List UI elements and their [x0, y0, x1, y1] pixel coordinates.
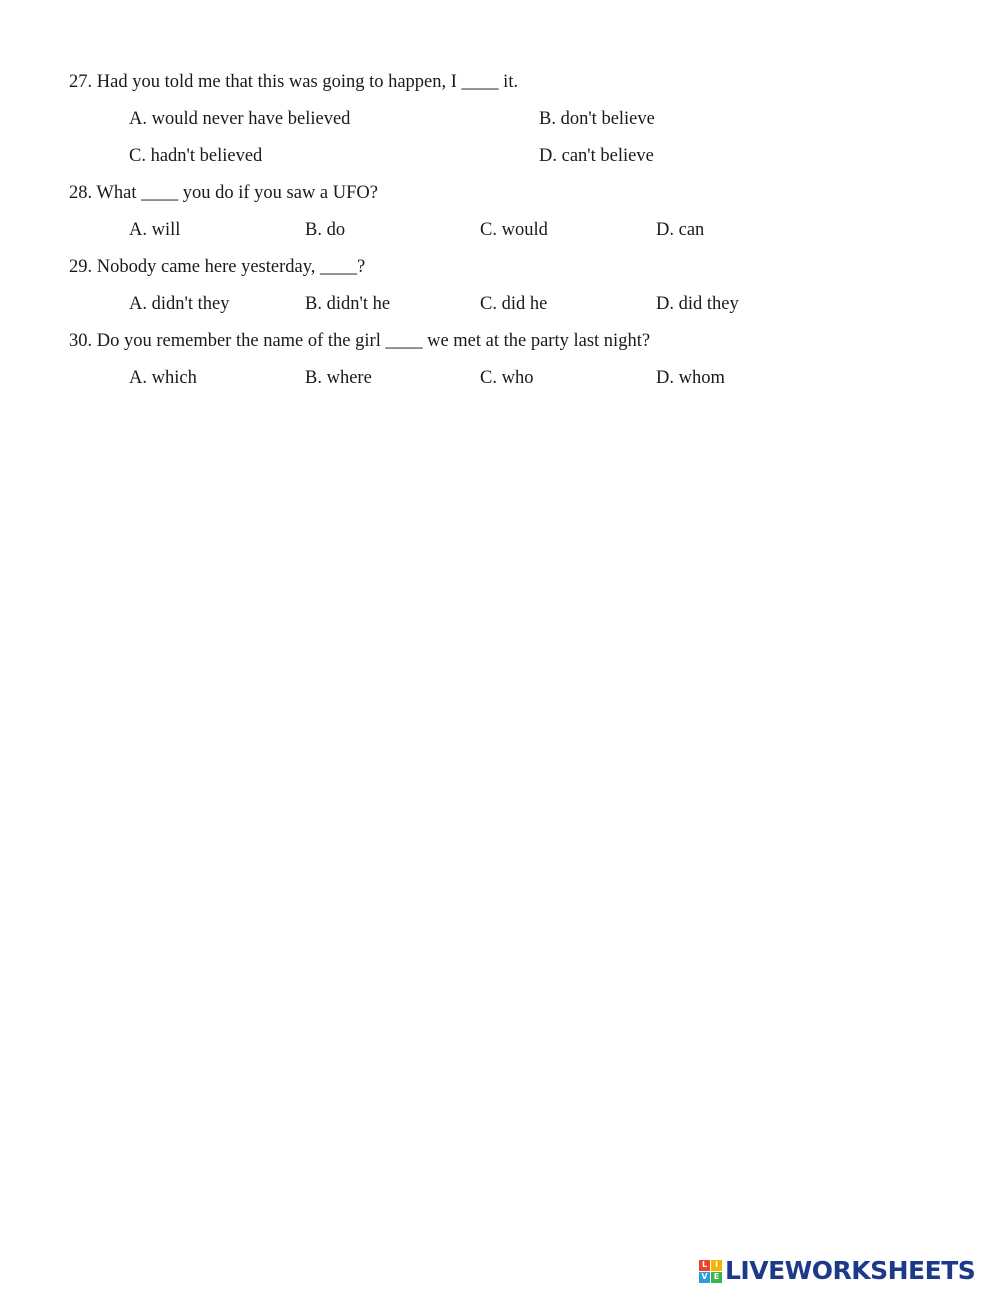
liveworksheets-brand-text: LIVEWORKSHEETS [725, 1256, 976, 1285]
liveworksheets-logo-icon [699, 1260, 722, 1283]
logo-letter-v: V [699, 1272, 710, 1283]
question-28-stem: 28. What ____ you do if you saw a UFO? [69, 183, 378, 203]
question-27-option-a[interactable]: A. would never have believed [129, 109, 351, 129]
question-28-option-c[interactable]: C. would [480, 220, 548, 240]
question-27-option-d[interactable]: D. can't believe [539, 146, 654, 166]
question-30-stem: 30. Do you remember the name of the girl ____ we met at the party last night? [69, 331, 651, 351]
question-29-stem: 29. Nobody came here yesterday, ____? [69, 257, 366, 277]
question-28-option-b[interactable]: B. do [305, 220, 346, 240]
question-30-option-a[interactable]: A. which [129, 368, 197, 388]
question-30-option-b[interactable]: B. where [305, 368, 372, 388]
question-29-option-c[interactable]: C. did he [480, 294, 548, 314]
question-28-option-a[interactable]: A. will [129, 220, 181, 240]
logo-letter-e: E [711, 1272, 722, 1283]
question-30-option-d[interactable]: D. whom [656, 368, 725, 388]
question-27-stem: 27. Had you told me that this was going to happen, I ____ it. [69, 72, 519, 92]
liveworksheets-watermark [699, 1256, 975, 1286]
logo-letter-l: L [699, 1260, 710, 1271]
question-28-option-d[interactable]: D. can [656, 220, 705, 240]
question-29-option-a[interactable]: A. didn't they [129, 294, 230, 314]
question-29-option-d[interactable]: D. did they [656, 294, 739, 314]
question-27-option-c[interactable]: C. hadn't believed [129, 146, 263, 166]
question-27-option-b[interactable]: B. don't believe [539, 109, 655, 129]
question-30-option-c[interactable]: C. who [480, 368, 534, 388]
question-29-option-b[interactable]: B. didn't he [305, 294, 391, 314]
logo-letter-i: I [711, 1260, 722, 1271]
